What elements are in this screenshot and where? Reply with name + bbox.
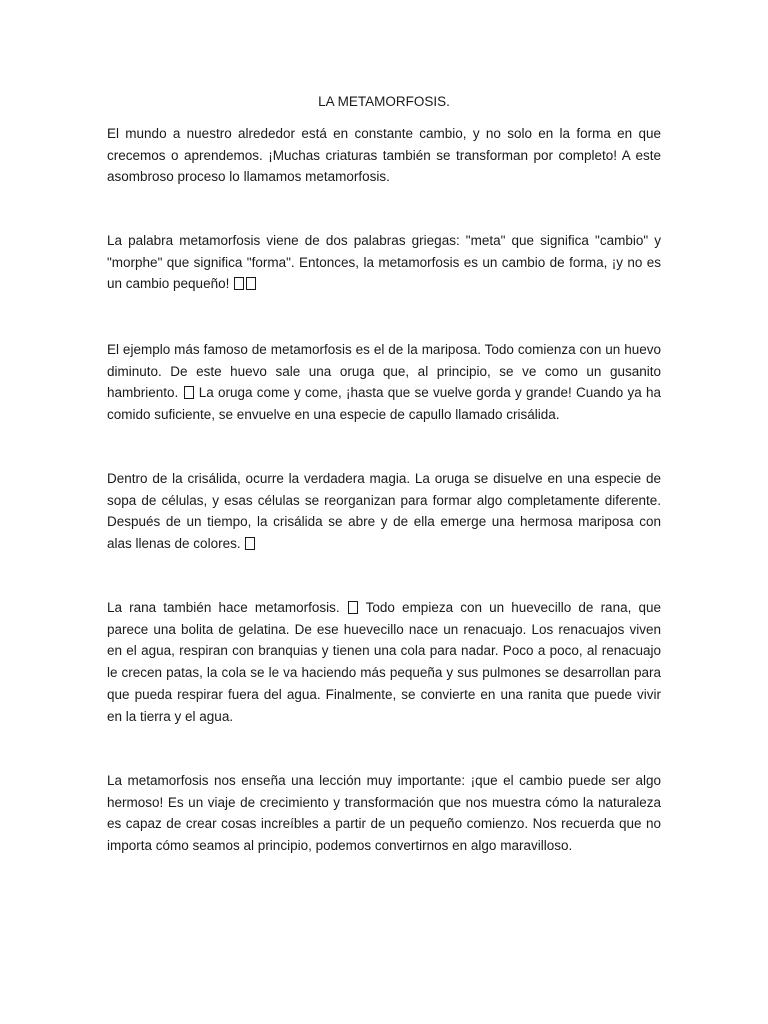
paragraph-text: La oruga come y come, ¡hasta que se vuelve gorda y grande! Cuando ya ha comido suficiente, se envuelve en una especie de capullo llamado crisálida. bbox=[107, 385, 661, 423]
paragraph-text: Todo empieza con un huevecillo de rana, que parece una bolita de gelatina. De ese huevecillo nace un renacuajo. Los renacuajos viven en el agua, respiran con branquias y tienen una cola para nadar. Poco a poco, al renacuajo le crecen patas, la cola se le va haciendo más pequeña y sus pulmones se desarrollan para que pueda respirar fuera del agua. Finalmente, se convierte en una ranita que puede vivir en la tierra y el agua. bbox=[107, 600, 661, 724]
paragraph-text: La palabra metamorfosis viene de dos palabras griegas: "meta" que significa "cambio" y "morphe" que significa "forma". Entonces, la metamorfosis es un cambio de forma, ¡y no es un cambio pequeño! bbox=[107, 233, 661, 292]
paragraph-etymology bbox=[107, 230, 661, 295]
paragraph-conclusion bbox=[107, 770, 661, 857]
missing-emoji-icon bbox=[246, 277, 256, 290]
missing-emoji-icon bbox=[348, 601, 358, 614]
paragraph-text: La rana también hace metamorfosis. bbox=[107, 600, 347, 615]
paragraph-intro bbox=[107, 123, 661, 188]
missing-emoji-icon bbox=[184, 386, 194, 399]
paragraph-butterfly bbox=[107, 339, 661, 426]
document-title: LA METAMORFOSIS. bbox=[318, 94, 450, 109]
paragraph-text: Dentro de la crisálida, ocurre la verdadera magia. La oruga se disuelve en una especie de sopa de células, y esas células se reorganizan para formar algo completamente diferente. Después de un tiempo, la crisálida se abre y de ella emerge una hermosa mariposa con alas llenas de colores. bbox=[107, 471, 661, 552]
paragraph-text: El ejemplo más famoso de metamorfosis es el de la mariposa. Todo comienza con un huevo diminuto. De este huevo sale una oruga que, al principio, se ve como un gusanito hambriento. bbox=[107, 342, 661, 401]
paragraph-chrysalis bbox=[107, 468, 661, 555]
missing-emoji-icon bbox=[245, 537, 255, 550]
paragraph-text: La metamorfosis nos enseña una lección muy importante: ¡que el cambio puede ser algo hermoso! Es un viaje de crecimiento y transformación que nos muestra cómo la naturaleza es capaz de crear cosas increíbles a partir de un pequeño comienzo. Nos recuerda que no importa cómo seamos al principio, podemos convertirnos en algo maravilloso. bbox=[107, 773, 661, 854]
paragraph-text: El mundo a nuestro alrededor está en constante cambio, y no solo en la forma en que crecemos o aprendemos. ¡Muchas criaturas también se transforman por completo! A este asombroso proceso lo llamamos metamorfosis. bbox=[107, 126, 661, 185]
paragraph-frog bbox=[107, 597, 661, 727]
missing-emoji-icon bbox=[234, 277, 244, 290]
